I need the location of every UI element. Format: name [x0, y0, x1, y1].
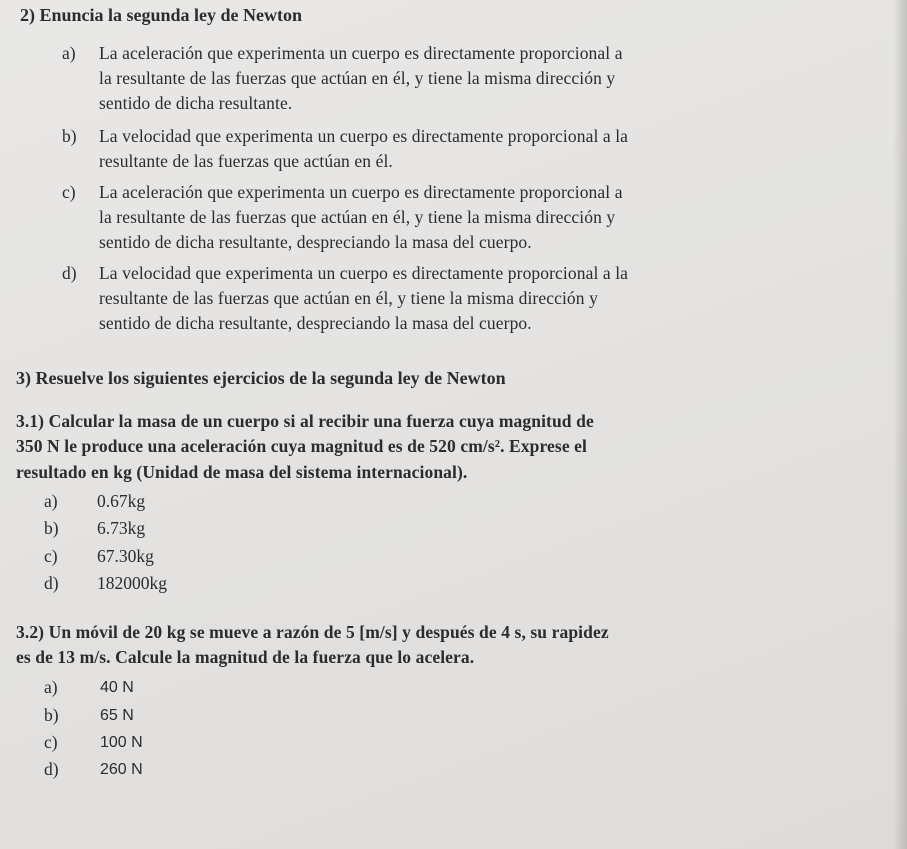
q2-option-a-line-1: La aceleración que experimenta un cuerpo es directamente proporcional a	[99, 43, 623, 63]
q32-option-a-text: 40 N	[100, 679, 134, 696]
q2-option-a-line-3: sentido de dicha resultante.	[99, 93, 293, 113]
q31-option-a-text: 0.67kg	[97, 491, 146, 511]
q2-option-a-label: a)	[62, 43, 76, 63]
q31-option-d-text: 182000kg	[97, 573, 167, 593]
q32-option-a-label: a)	[44, 677, 58, 697]
q31-line-2: 350 N le produce una aceleración cuya magnitud es de 520 cm/s². Exprese el	[16, 436, 587, 456]
q2-option-c-line-1: La aceleración que experimenta un cuerpo es directamente proporcional a	[99, 182, 623, 202]
q32-option-c-label: c)	[44, 732, 58, 752]
q31-option-b-label: b)	[44, 518, 59, 538]
q32-option-b-text: 65 N	[100, 707, 134, 724]
q31-option-c-label: c)	[44, 546, 58, 566]
q32-option-b-label: b)	[44, 705, 59, 725]
q2-option-d-line-3: sentido de dicha resultante, despreciando la masa del cuerpo.	[99, 313, 532, 333]
q31-option-c-text: 67.30kg	[97, 546, 154, 566]
q32-line-2: es de 13 m/s. Calcule la magnitud de la fuerza que lo acelera.	[16, 647, 475, 667]
q32-option-c-text: 100 N	[100, 734, 143, 751]
q2-option-c-label: c)	[62, 182, 76, 202]
q2-option-c-line-2: la resultante de las fuerzas que actúan en él, y tiene la misma dirección y	[99, 207, 616, 227]
q2-option-d-line-2: resultante de las fuerzas que actúan en él, y tiene la misma dirección y	[99, 288, 598, 308]
question-3-title: 3) Resuelve los siguientes ejercicios de la segunda ley de Newton	[16, 368, 506, 388]
q2-option-c-line-3: sentido de dicha resultante, despreciando la masa del cuerpo.	[99, 232, 532, 252]
q2-option-b-line-2: resultante de las fuerzas que actúan en él.	[99, 151, 393, 171]
q2-option-d-label: d)	[62, 263, 77, 283]
q31-line-1: 3.1) Calcular la masa de un cuerpo si al recibir una fuerza cuya magnitud de	[16, 411, 594, 431]
q32-option-d-text: 260 N	[100, 761, 143, 778]
q2-option-b-line-1: La velocidad que experimenta un cuerpo es directamente proporcional a la	[99, 126, 629, 146]
q32-line-1: 3.2) Un móvil de 20 kg se mueve a razón de 5 [m/s] y después de 4 s, su rapidez	[16, 622, 609, 642]
q2-option-b-label: b)	[62, 126, 77, 146]
q31-option-d-label: d)	[44, 573, 59, 593]
q2-option-a-line-2: la resultante de las fuerzas que actúan en él, y tiene la misma dirección y	[99, 68, 616, 88]
q31-line-3: resultado en kg (Unidad de masa del sistema internacional).	[16, 462, 468, 482]
q31-option-b-text: 6.73kg	[97, 518, 146, 538]
paper-edge-shadow	[893, 0, 907, 849]
q32-option-d-label: d)	[44, 759, 59, 779]
question-2-title: 2) Enuncia la segunda ley de Newton	[20, 5, 303, 25]
q2-option-d-line-1: La velocidad que experimenta un cuerpo es directamente proporcional a la	[99, 263, 629, 283]
q31-option-a-label: a)	[44, 491, 58, 511]
